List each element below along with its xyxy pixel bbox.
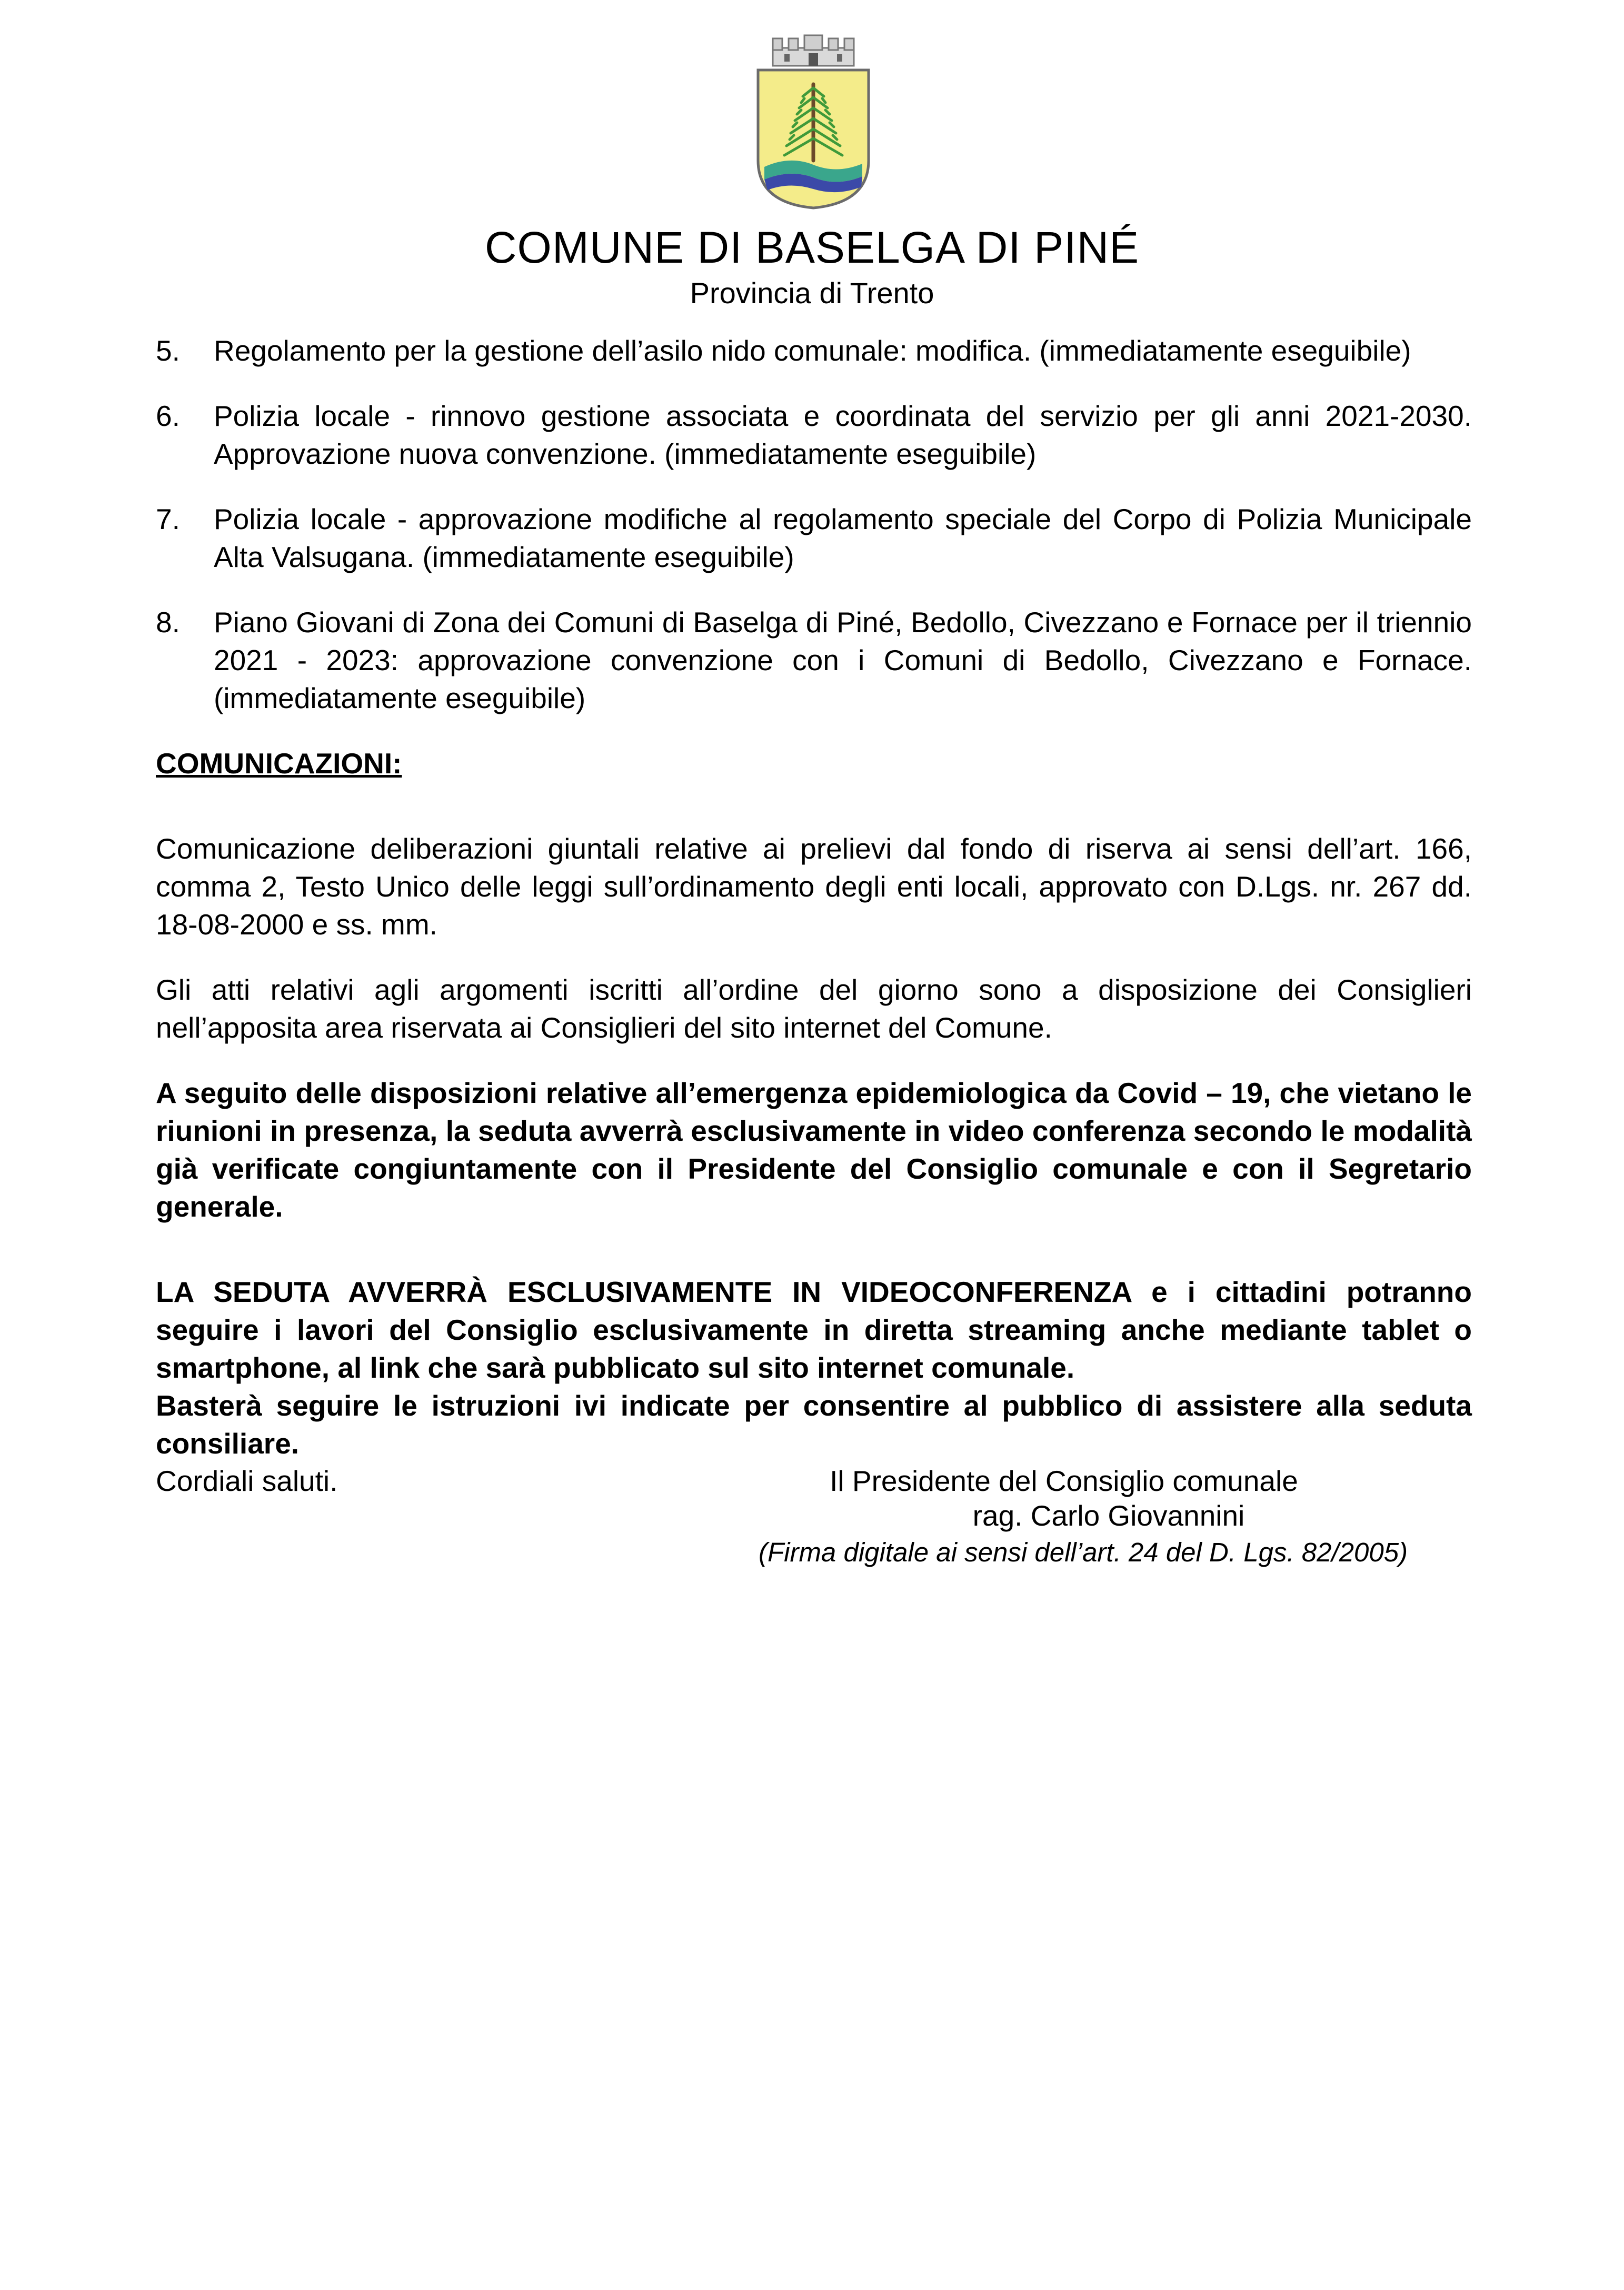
- communications-paragraph: Comunicazione deliberazioni giuntali relative ai prelievi dal fondo di riserva ai sensi dell’art. 166, comma 2, Testo Unico delle leggi sull’ordinamento degli enti locali, approvato con D.Lgs. nr. 267 dd. 18-08-2000 e ss. mm.: [156, 832, 1472, 941]
- agenda-item: [156, 603, 1472, 717]
- agenda-item-number: 7.: [156, 503, 180, 535]
- signer-role: Il Presidente del Consiglio comunale: [830, 1465, 1298, 1497]
- agenda-item-text: Regolamento per la gestione dell’asilo nido comunale: modifica. (immediatamente eseguibile): [214, 334, 1411, 367]
- crown-icon: [773, 35, 854, 66]
- organization-province: Provincia di Trento: [690, 276, 934, 310]
- videoconference-notice: [156, 1273, 1472, 1462]
- instructions-notice-text: Basterà seguire le istruzioni ivi indicate per consentire al pubblico di assistere alla seduta consiliare.: [156, 1389, 1472, 1460]
- covid-notice-paragraph: [156, 1074, 1472, 1226]
- digital-signature-note: (Firma digitale ai sensi dell’art. 24 del D. Lgs. 82/2005): [759, 1537, 1408, 1567]
- municipal-crest-icon: [753, 29, 874, 211]
- covid-notice-text: A seguito delle disposizioni relative all’emergenza epidemiologica da Covid – 19, che vietano le riunioni in presenza, la seduta avverrà esclusivamente in video conferenza secondo le modalità già verificate congiuntamente con il Presidente del Consiglio comunale e con il Segretario generale.: [156, 1077, 1472, 1223]
- agenda-item: [156, 332, 1472, 370]
- agenda-item-number: 6.: [156, 400, 180, 432]
- videoconference-notice-text: LA SEDUTA AVVERRÀ ESCLUSIVAMENTE IN VIDEOCONFERENZA e i cittadini potranno seguire i lavori del Consiglio esclusivamente in diretta streaming anche mediante tablet o smartphone, al link che sarà pubblicato sul sito internet comunale.: [156, 1276, 1472, 1384]
- documents-availability-paragraph: Gli atti relativi agli argomenti iscritti all’ordine del giorno sono a disposizione dei Consiglieri nell’apposita area riservata ai Consiglieri del sito internet del Comune.: [156, 973, 1472, 1044]
- agenda-item-number: 5.: [156, 334, 180, 367]
- organization-name: COMUNE DI BASELGA DI PINÉ: [484, 223, 1140, 272]
- agenda-item: [156, 500, 1472, 576]
- document-body: [156, 332, 1472, 1510]
- agenda-item: [156, 397, 1472, 473]
- signature-block: [759, 1463, 1408, 1570]
- closing-greeting: Cordiali saluti.: [156, 1465, 338, 1497]
- agenda-item-text: Polizia locale - approvazione modifiche al regolamento speciale del Corpo di Polizia Municipale Alta Valsugana. (immediatamente eseguibile): [214, 503, 1472, 573]
- agenda-item-number: 8.: [156, 606, 180, 639]
- communications-heading: COMUNICAZIONI:: [156, 747, 402, 780]
- agenda-item-text: Polizia locale - rinnovo gestione associata e coordinata del servizio per gli anni 2021-2030. Approvazione nuova convenzione. (immediatamente eseguibile): [214, 400, 1472, 470]
- agenda-item-text: Piano Giovani di Zona dei Comuni di Baselga di Piné, Bedollo, Civezzano e Fornace per il triennio 2021 - 2023: approvazione convenzione con i Comuni di Bedollo, Civezzano e Fornace. (immediatamente eseguibile): [214, 606, 1472, 714]
- signer-name: rag. Carlo Giovannini: [972, 1499, 1245, 1532]
